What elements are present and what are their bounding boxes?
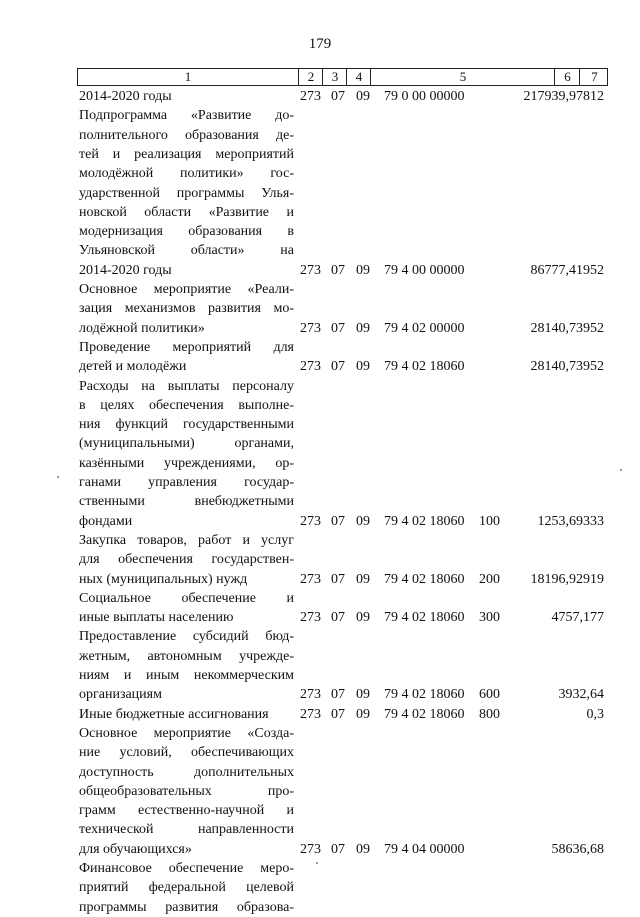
table-row bbox=[0, 725, 640, 743]
header-col-4: 4 bbox=[346, 69, 371, 85]
row-description: молодёжной политики» гос- bbox=[79, 166, 294, 182]
table-row bbox=[0, 242, 640, 260]
scan-speck bbox=[620, 469, 622, 471]
row-description: Расходы на выплаты персоналу bbox=[79, 378, 294, 394]
cell-section: 07 bbox=[331, 706, 345, 722]
header-col-6: 6 bbox=[554, 69, 580, 85]
table-row bbox=[0, 127, 640, 145]
cell-section: 07 bbox=[331, 513, 345, 529]
row-description: Иные бюджетные ассигнования bbox=[79, 706, 269, 722]
table-row bbox=[0, 686, 640, 704]
row-description: казёнными учреждениями, ор- bbox=[79, 455, 294, 471]
cell-ministry-code: 273 bbox=[300, 841, 321, 857]
cell-amount: 1253,69333 bbox=[537, 513, 604, 529]
table-row bbox=[0, 397, 640, 415]
cell-subsection: 09 bbox=[356, 513, 370, 529]
table-row bbox=[0, 706, 640, 724]
row-description: организациям bbox=[79, 687, 162, 703]
row-description: доступность дополнительных bbox=[79, 764, 294, 780]
cell-subsection: 09 bbox=[356, 359, 370, 375]
cell-target-article: 79 4 02 18060 bbox=[384, 610, 465, 626]
row-description: Проведение мероприятий для bbox=[79, 339, 294, 355]
cell-ministry-code: 273 bbox=[300, 262, 321, 278]
table-row bbox=[0, 551, 640, 569]
table-row bbox=[0, 879, 640, 897]
cell-ministry-code: 273 bbox=[300, 513, 321, 529]
cell-amount: 28140,73952 bbox=[530, 359, 604, 375]
row-description: Ульяновской области» на bbox=[79, 243, 294, 259]
cell-subsection: 09 bbox=[356, 262, 370, 278]
cell-section: 07 bbox=[331, 610, 345, 626]
table-row bbox=[0, 378, 640, 396]
row-description: Финансовое обеспечение меро- bbox=[79, 861, 294, 876]
header-col-1: 1 bbox=[184, 69, 192, 84]
cell-ministry-code: 273 bbox=[300, 320, 321, 336]
table-row bbox=[0, 821, 640, 839]
cell-section: 07 bbox=[331, 687, 345, 703]
cell-target-article: 79 4 02 18060 bbox=[384, 571, 465, 587]
cell-expense-type: 300 bbox=[479, 610, 500, 626]
cell-section: 07 bbox=[331, 571, 345, 587]
row-description: полнительного образования де- bbox=[79, 127, 294, 143]
row-description: приятий федеральной целевой bbox=[79, 880, 294, 896]
row-description: лодёжной политики» bbox=[79, 320, 205, 336]
row-description: 2014-2020 годы bbox=[79, 262, 172, 278]
table-row bbox=[0, 416, 640, 434]
cell-subsection: 09 bbox=[356, 841, 370, 857]
cell-ministry-code: 273 bbox=[300, 706, 321, 722]
row-description: зация механизмов развития мо- bbox=[79, 301, 294, 317]
cell-ministry-code: 273 bbox=[300, 89, 321, 104]
cell-subsection: 09 bbox=[356, 706, 370, 722]
cell-ministry-code: 273 bbox=[300, 571, 321, 587]
cell-section: 07 bbox=[331, 320, 345, 336]
table-row bbox=[0, 165, 640, 183]
row-description: Основное мероприятие «Реали- bbox=[79, 282, 294, 297]
cell-target-article: 79 4 02 18060 bbox=[384, 359, 465, 375]
cell-amount: 28140,73952 bbox=[530, 320, 604, 336]
cell-target-article: 79 4 00 00000 bbox=[384, 262, 465, 278]
row-description: Предоставление субсидий бюд- bbox=[79, 629, 294, 645]
cell-expense-type: 200 bbox=[479, 571, 500, 587]
table-row bbox=[0, 841, 640, 859]
cell-amount: 0,3 bbox=[586, 706, 604, 722]
row-description: ных (муниципальных) нужд bbox=[79, 571, 248, 587]
cell-ministry-code: 273 bbox=[300, 359, 321, 375]
page-number: 179 bbox=[308, 36, 332, 52]
table-row bbox=[0, 146, 640, 164]
cell-expense-type: 600 bbox=[479, 687, 500, 703]
cell-section: 07 bbox=[331, 89, 345, 104]
cell-expense-type: 800 bbox=[479, 706, 500, 722]
cell-target-article: 79 4 04 00000 bbox=[384, 841, 465, 857]
table-row bbox=[0, 648, 640, 666]
table-row bbox=[0, 435, 640, 453]
row-description: фондами bbox=[79, 513, 133, 529]
row-description: ганами управления государ- bbox=[79, 475, 294, 490]
cell-section: 07 bbox=[331, 359, 345, 375]
cell-subsection: 09 bbox=[356, 320, 370, 336]
cell-amount: 58636,68 bbox=[551, 841, 604, 857]
row-description: новской области «Развитие и bbox=[79, 204, 294, 220]
table-row bbox=[0, 474, 640, 492]
table-row bbox=[0, 764, 640, 782]
row-description: 2014-2020 годы bbox=[79, 89, 172, 104]
row-description: для обучающихся» bbox=[79, 841, 192, 857]
row-description: детей и молодёжи bbox=[79, 359, 187, 375]
table-row bbox=[0, 358, 640, 376]
table-row bbox=[0, 609, 640, 627]
row-description: жетным, автономным учрежде- bbox=[79, 648, 294, 664]
cell-subsection: 09 bbox=[356, 687, 370, 703]
row-description: технической направленности bbox=[79, 822, 294, 838]
cell-amount: 18196,92919 bbox=[530, 571, 604, 587]
header-col-7: 7 bbox=[579, 69, 609, 85]
row-description: ниям и иным некоммерческим bbox=[79, 668, 294, 683]
table-row bbox=[0, 339, 640, 357]
table-row bbox=[0, 185, 640, 203]
row-description: Социальное обеспечение и bbox=[79, 590, 294, 606]
row-description: (муниципальными) органами, bbox=[79, 436, 294, 452]
cell-ministry-code: 273 bbox=[300, 687, 321, 703]
cell-subsection: 09 bbox=[356, 610, 370, 626]
cell-ministry-code: 273 bbox=[300, 610, 321, 626]
table-row bbox=[0, 107, 640, 125]
table-row bbox=[0, 493, 640, 511]
cell-amount: 4757,177 bbox=[551, 610, 604, 626]
row-description: для обеспечения государствен- bbox=[79, 552, 294, 568]
row-description: ственными внебюджетными bbox=[79, 494, 294, 510]
table-row bbox=[0, 783, 640, 801]
row-description: Подпрограмма «Развитие до- bbox=[79, 108, 294, 124]
table-row bbox=[0, 88, 640, 106]
row-description: тей и реализация мероприятий bbox=[79, 146, 294, 162]
cell-expense-type: 100 bbox=[479, 513, 500, 529]
header-col-5: 5 bbox=[370, 69, 555, 85]
row-description: в целях обеспечения выполне- bbox=[79, 397, 294, 413]
cell-target-article: 79 4 02 00000 bbox=[384, 320, 465, 336]
table-row bbox=[0, 223, 640, 241]
table-row bbox=[0, 590, 640, 608]
cell-section: 07 bbox=[331, 841, 345, 857]
table-row bbox=[0, 532, 640, 550]
table-row bbox=[0, 281, 640, 299]
cell-target-article: 79 0 00 00000 bbox=[384, 89, 465, 104]
row-description: Основное мероприятие «Созда- bbox=[79, 725, 294, 741]
cell-subsection: 09 bbox=[356, 89, 370, 104]
table-row bbox=[0, 262, 640, 280]
table-row bbox=[0, 744, 640, 762]
table-row bbox=[0, 300, 640, 318]
table-row bbox=[0, 899, 640, 917]
cell-amount: 86777,41952 bbox=[530, 262, 604, 278]
row-description: Закупка товаров, работ и услуг bbox=[79, 532, 294, 548]
table-row bbox=[0, 571, 640, 589]
cell-target-article: 79 4 02 18060 bbox=[384, 513, 465, 529]
table-row bbox=[0, 204, 640, 222]
table-row bbox=[0, 455, 640, 473]
table-row bbox=[0, 628, 640, 646]
row-description: ния функций государственными bbox=[79, 417, 294, 433]
row-description: ние условий, обеспечивающих bbox=[79, 745, 294, 761]
row-description: программы развития образова- bbox=[79, 899, 294, 915]
scan-speck bbox=[57, 476, 59, 478]
scan-speck bbox=[316, 862, 318, 864]
header-col-2: 2 bbox=[298, 69, 323, 85]
table-row bbox=[0, 513, 640, 531]
table-row bbox=[0, 802, 640, 820]
table-header bbox=[77, 68, 608, 86]
table-row bbox=[0, 860, 640, 878]
row-description: модернизация образования в bbox=[79, 224, 294, 240]
row-description: грамм естественно-научной и bbox=[79, 803, 294, 819]
cell-target-article: 79 4 02 18060 bbox=[384, 706, 465, 722]
row-description: иные выплаты населению bbox=[79, 610, 234, 626]
cell-amount: 217939,97812 bbox=[523, 89, 604, 104]
table-row bbox=[0, 320, 640, 338]
header-col-3: 3 bbox=[322, 69, 347, 85]
cell-section: 07 bbox=[331, 262, 345, 278]
cell-subsection: 09 bbox=[356, 571, 370, 587]
cell-target-article: 79 4 02 18060 bbox=[384, 687, 465, 703]
row-description: ударственной программы Улья- bbox=[79, 185, 294, 201]
cell-amount: 3932,64 bbox=[558, 687, 604, 703]
row-description: общеобразовательных про- bbox=[79, 783, 294, 799]
table-row bbox=[0, 667, 640, 685]
